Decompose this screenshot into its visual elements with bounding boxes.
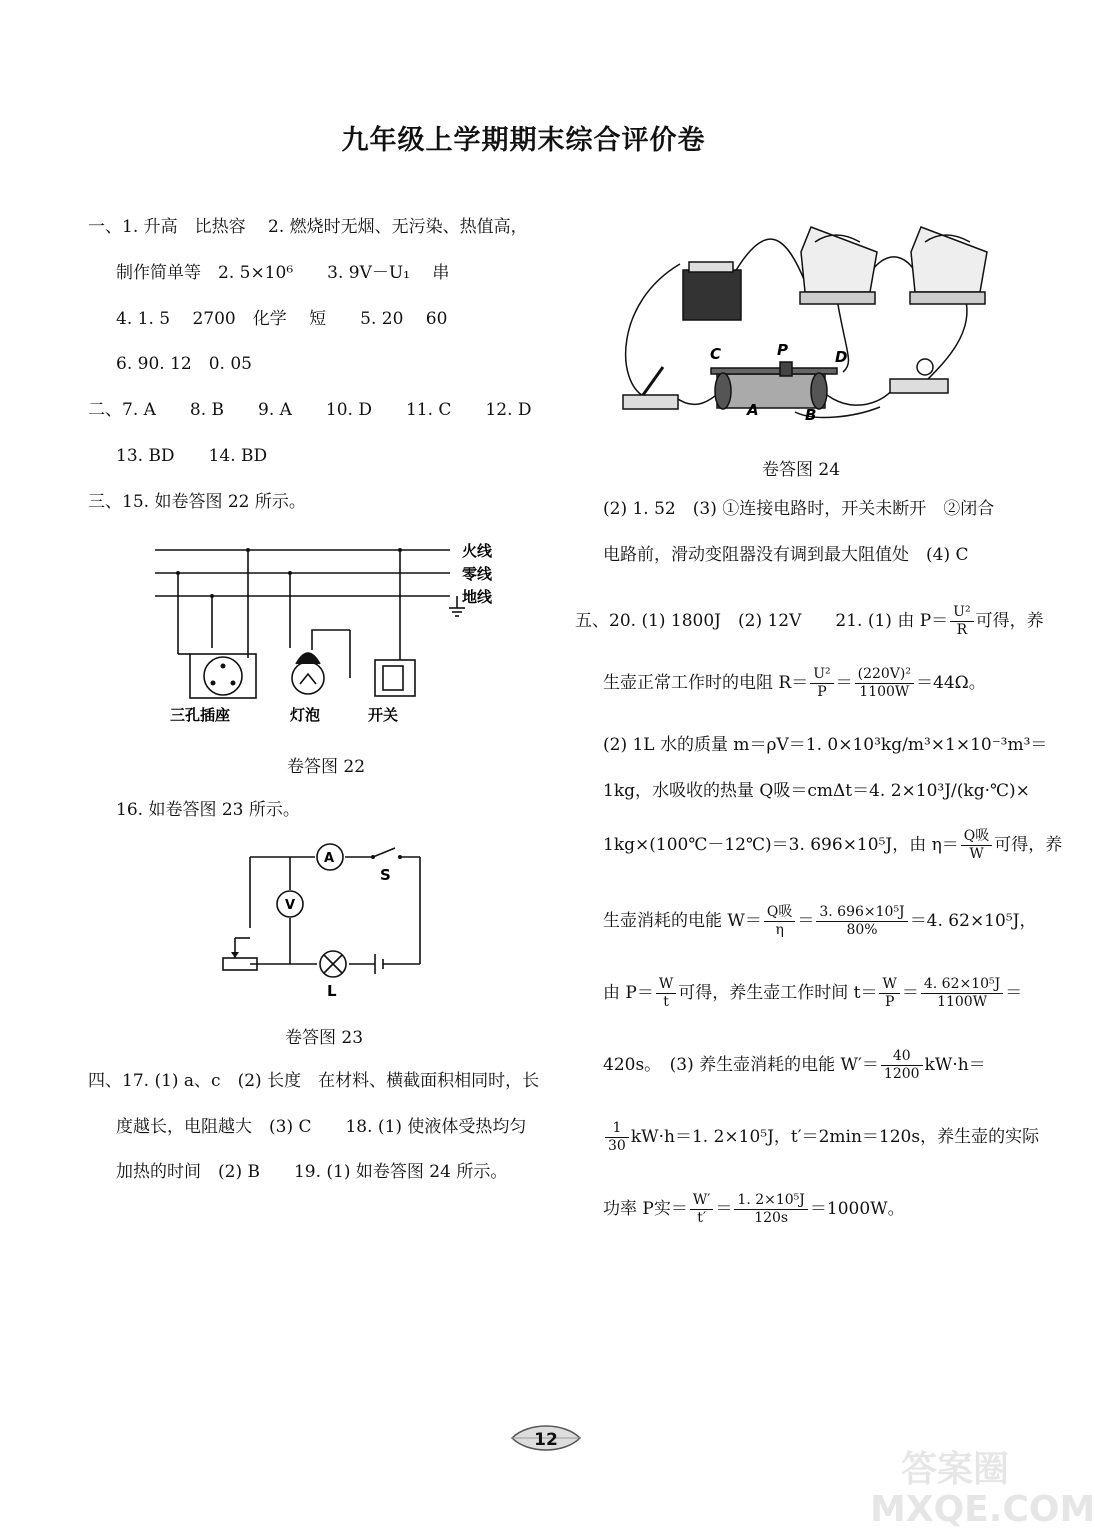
figure-23-circuit-diagram bbox=[215, 840, 435, 1000]
section2-line2: 13. BD 14. BD bbox=[116, 446, 268, 466]
answer-21-line10: 功率 P实＝ $\frac{W'}{t'}$ ＝ $\frac{\text{1. 2×10⁵J}}{120s}$ ＝1000W。 bbox=[603, 1192, 905, 1226]
section3-line2: 16. 如卷答图 23 所示。 bbox=[116, 800, 300, 820]
figure-24-experiment-apparatus bbox=[615, 212, 1025, 437]
page-title: 九年级上学期期末综合评价卷 bbox=[341, 125, 706, 156]
terminal-d-label: D bbox=[835, 348, 848, 366]
answer-19-line2: 电路前，滑动变阻器没有调到最大阻值处 (4) C bbox=[603, 545, 969, 565]
answer-21-line1-text: 五、20. (1) 1800J (2) 12V 21. (1) 由 P＝ bbox=[575, 611, 949, 631]
answer-21-line2: 生壶正常工作时的电阻 R＝ $\frac{\text{U²}}{P}$ ＝ $\frac{\text{(220V)²}}{1100W}$ ＝44Ω。 bbox=[603, 666, 986, 700]
voltmeter-symbol: V bbox=[285, 898, 296, 913]
section4-line3: 加热的时间 (2) B 19. (1) 如卷答图 24 所示。 bbox=[116, 1162, 508, 1182]
switch-label-s: S bbox=[380, 866, 391, 884]
fraction-u2-over-r: $\frac{\text{U²}}{R}$ bbox=[950, 604, 973, 639]
live-wire-label: 火线 bbox=[462, 542, 493, 560]
figure-22-caption: 卷答图 22 bbox=[287, 757, 366, 777]
answer-21-line6: 生壶消耗的电能 W＝ $\frac{\text{Q吸}}{\eta}$ ＝ $\frac{\text{3. 696×10⁵J}}{80\%}$ ＝4. 62×10⁵J， bbox=[603, 904, 1037, 938]
terminal-b-label: B bbox=[805, 406, 817, 424]
section1-line1: 一、1. 升高 比热容 2. 燃烧时无烟、无污染、热值高， bbox=[88, 217, 528, 237]
ammeter-symbol: A bbox=[324, 851, 335, 866]
bulb-label: 灯泡 bbox=[290, 706, 321, 724]
answer-19-line1: (2) 1. 52 (3) ①连接电路时，开关未断开 ②闭合 bbox=[603, 499, 995, 519]
lamp-label-l: L bbox=[327, 982, 337, 1000]
page-number-leaf-icon bbox=[508, 1420, 584, 1456]
figure-23-caption: 卷答图 23 bbox=[285, 1028, 364, 1048]
ground-wire-label: 地线 bbox=[462, 588, 493, 606]
answer-21-line4: 1kg，水吸收的热量 Q吸＝cmΔt＝4. 2×10³J/(kg·℃)× bbox=[603, 781, 1030, 801]
page-number: 12 bbox=[534, 1430, 558, 1450]
section2-line1: 二、7. A 8. B 9. A 10. D 11. C 12. D bbox=[88, 400, 532, 420]
terminal-a-label: A bbox=[747, 401, 759, 419]
figure-24-caption: 卷答图 24 bbox=[762, 460, 841, 480]
answer-21-line9: $\frac{1}{30}$ kW·h＝1. 2×10⁵J，t′＝2min＝120s，养生壶的实际 bbox=[603, 1120, 1039, 1155]
section1-line4: 6. 90. 12 0. 05 bbox=[116, 354, 252, 374]
socket-label: 三孔插座 bbox=[170, 706, 231, 724]
slider-p-label: P bbox=[777, 341, 788, 359]
answer-21-line1: 五、20. (1) 1800J (2) 12V 21. (1) 由 P＝ $\frac{\text{U²}}{R}$ 可得，养 bbox=[575, 604, 1044, 638]
answer-21-line3: (2) 1L 水的质量 m＝ρV＝1. 0×10³kg/m³×1×10⁻³m³＝ bbox=[603, 735, 1048, 755]
figure-22-household-circuit bbox=[150, 538, 510, 728]
section4-line1: 四、17. (1) a、c (2) 长度 在材料、横截面积相同时，长 bbox=[88, 1071, 540, 1091]
terminal-c-label: C bbox=[710, 345, 722, 363]
answer-21-line8: 420s。 (3) 养生壶消耗的电能 W′＝ $\frac{40}{1200}$ kW·h＝ bbox=[603, 1048, 986, 1082]
answer-21-line5: 1kg×(100℃－12℃)＝3. 696×10⁵J，由 η＝ $\frac{\text{Q吸}}{W}$ 可得，养 bbox=[603, 828, 1063, 862]
answer-21-line7: 由 P＝ $\frac{W}{t}$ 可得，养生壶工作时间 t＝ $\frac{W}{P}$ ＝ $\frac{\text{4. 62×10⁵J}}{1100W}$ ＝ bbox=[603, 976, 1023, 1010]
section4-line2: 度越长，电阻越大 (3) C 18. (1) 使液体受热均匀 bbox=[116, 1117, 527, 1137]
switch-label: 开关 bbox=[368, 706, 399, 724]
neutral-wire-label: 零线 bbox=[462, 565, 493, 583]
section3-line1: 三、15. 如卷答图 22 所示。 bbox=[88, 492, 306, 512]
section1-line2: 制作简单等 2. 5×10⁶ 3. 9V－U₁ 串 bbox=[116, 263, 450, 283]
watermark: 答案圈 MXQE.COM bbox=[870, 1449, 1095, 1530]
section1-line3: 4. 1. 5 2700 化学 短 5. 20 60 bbox=[116, 309, 448, 329]
